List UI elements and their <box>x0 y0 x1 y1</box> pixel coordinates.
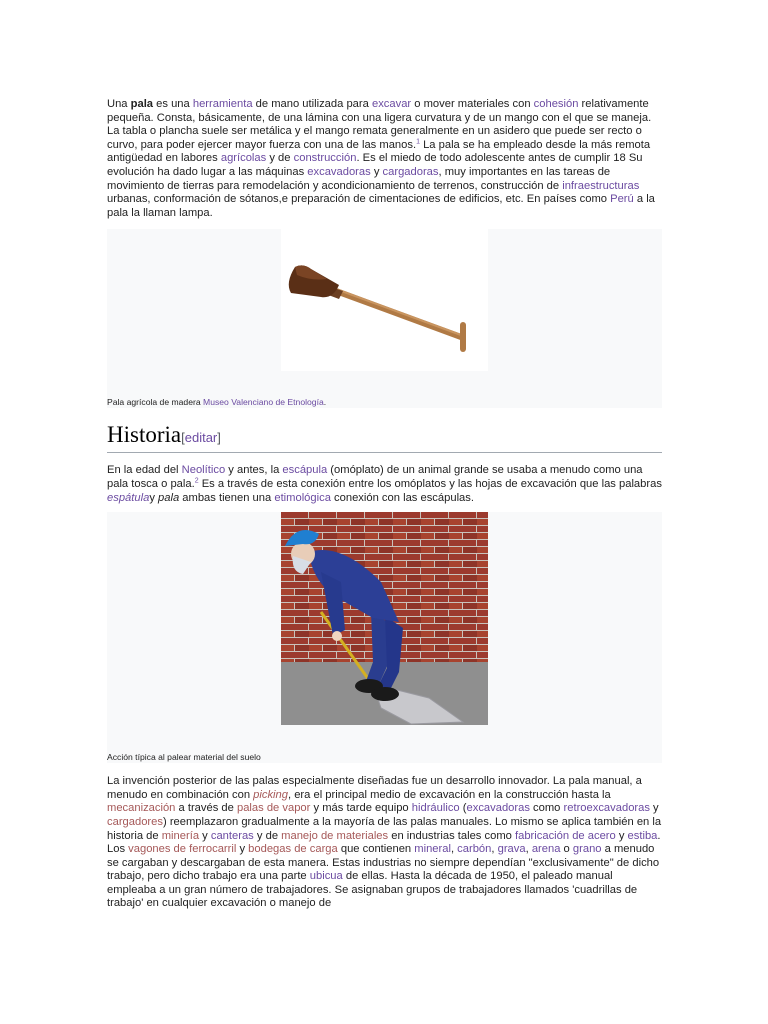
caption-text: Pala agrícola de madera <box>107 397 204 408</box>
text: conexión con las escápulas. <box>330 491 474 504</box>
link-neolitico[interactable]: Neolítico <box>181 464 226 477</box>
caption-end: . <box>323 397 327 408</box>
text: y <box>615 829 628 842</box>
text: . Los <box>107 829 661 856</box>
link-excavadoras[interactable]: excavadoras <box>466 802 530 815</box>
text: de ellas. Hasta la década de 1950, el paleado manual empleaba a un gran número de trabajadores. Se asignaban grupos de trabajadores llamados 'cuadrillas de trabajo' en cualquier excavación o manejo de <box>107 870 638 910</box>
link-ubicua[interactable]: ubicua <box>309 870 343 883</box>
text: , <box>491 843 498 856</box>
figure-shovel <box>107 229 662 408</box>
edit-section-link[interactable]: editar <box>184 430 218 446</box>
link-etimologica[interactable]: etimológica <box>274 491 331 504</box>
link-grava[interactable]: grava <box>497 843 526 856</box>
link-arena[interactable]: arena <box>531 843 561 856</box>
text: relativamente pequeña. Consta, básicamente, de una lámina con una ligera curvatura y de un mango con el que se maneja. La tabla o plancha suele ser metálica y el mango remata generalmente en un asidero que puede ser recto o curvo, para poder ejercer mayor fuerza con una de las manos. <box>107 98 652 151</box>
link-excavar[interactable]: excavar <box>371 98 412 110</box>
text: y de <box>253 829 282 842</box>
reference-1[interactable]: 1 <box>416 138 420 146</box>
text: ambas tienen una <box>179 491 275 504</box>
text: y antes, la <box>225 464 283 477</box>
edit-bracket-close: ] <box>217 430 221 446</box>
text: que contienen <box>337 843 415 856</box>
link-espatula[interactable]: espátula <box>107 491 150 504</box>
intro-paragraph <box>107 98 662 220</box>
link-infraestructuras[interactable]: infraestructuras <box>562 179 640 192</box>
link-mecanizacion[interactable]: mecanización <box>107 802 176 815</box>
section-heading-historia <box>107 421 662 453</box>
figure-shovel-caption <box>107 397 326 408</box>
text: es una <box>153 98 193 110</box>
link-fabricacion-de-acero[interactable]: fabricación de acero <box>514 829 616 842</box>
link-agricolas[interactable]: agrícolas <box>220 152 267 165</box>
link-escapula[interactable]: escápula <box>282 464 328 477</box>
text: La invención posterior de las palas especialmente diseñadas fue un desarrollo innovador. La pala manual, a menudo en combinación con <box>107 775 642 801</box>
worker-shoveling-illustration <box>281 512 488 725</box>
text: y <box>649 802 659 815</box>
link-grano[interactable]: grano <box>572 843 602 856</box>
worker-image[interactable] <box>281 512 488 725</box>
link-vagones-de-ferrocarril[interactable]: vagones de ferrocarril <box>128 843 237 856</box>
historia-paragraph <box>107 464 662 505</box>
text: a menudo se cargaban y descargaban de esta manera. Estas industrias no siempre dependían "exclusivamente" de dicho trabajo, pero dicho trabajo era una parte <box>107 843 660 883</box>
shovel-image[interactable] <box>281 229 488 371</box>
text: o <box>560 843 573 856</box>
text: y de <box>266 152 294 165</box>
link-museo-valenciano[interactable]: Museo Valenciano de Etnología <box>203 397 324 408</box>
figure-worker-caption <box>107 752 261 763</box>
section-title: Historia <box>107 422 182 448</box>
text: urbanas, conformación de sótanos,e preparación de cimentaciones de edificios, etc. En países como <box>107 193 611 206</box>
text: a través de <box>175 802 237 815</box>
link-cargadores[interactable]: cargadores <box>107 815 163 828</box>
link-carbon[interactable]: carbón <box>457 843 492 856</box>
text: , <box>525 843 532 856</box>
link-construccion[interactable]: construcción <box>293 152 357 165</box>
text: y <box>149 491 159 504</box>
link-hidraulico[interactable]: hidráulico <box>411 802 460 815</box>
link-cohesion[interactable]: cohesión <box>533 98 579 110</box>
text: en industrias tales como <box>388 829 515 842</box>
text: y más tarde equipo <box>310 802 412 815</box>
text: ( <box>459 802 467 815</box>
edit-bracket-open: [ <box>181 430 185 446</box>
link-excavadoras[interactable]: excavadoras <box>307 165 371 178</box>
link-bodegas-de-carga[interactable]: bodegas de carga <box>248 843 338 856</box>
text: y <box>236 843 249 856</box>
text: En la edad del <box>107 464 182 477</box>
link-cargadoras[interactable]: cargadoras <box>382 165 439 178</box>
figure-worker <box>107 512 662 763</box>
text: (omóplato) de un animal grande se usaba a menudo como una pala tosca o pala. <box>107 464 643 490</box>
invencion-paragraph <box>107 775 662 911</box>
text: y <box>370 165 383 178</box>
link-palas-de-vapor[interactable]: palas de vapor <box>236 802 311 815</box>
link-retroexcavadoras[interactable]: retroexcavadoras <box>563 802 650 815</box>
term-pala-italic: pala <box>158 491 180 504</box>
text: Una <box>107 98 131 110</box>
link-canteras[interactable]: canteras <box>210 829 254 842</box>
text: de mano utilizada para <box>252 98 372 110</box>
link-picking[interactable]: picking <box>253 788 288 801</box>
text: y <box>199 829 211 842</box>
link-estiba[interactable]: estiba <box>627 829 658 842</box>
link-mineral[interactable]: mineral <box>414 843 451 856</box>
term-pala: pala <box>130 98 154 110</box>
text: ) reemplazaron gradualmente a la mayoría de las palas manuales. Lo mismo se aplica también en la historia de <box>107 815 662 842</box>
text: o mover materiales con <box>411 98 534 110</box>
text: Es a través de esta conexión entre los omóplatos y las hojas de excavación que las palabras <box>198 477 662 490</box>
text: , era el principal medio de excavación en la construcción hasta la <box>287 788 611 801</box>
reference-2[interactable]: 2 <box>194 477 199 485</box>
caption-text: Acción típica al palear material del suelo <box>107 752 261 763</box>
link-manejo-de-materiales[interactable]: manejo de materiales <box>281 829 389 842</box>
text: La pala se ha empleado desde la más remota antigüedad en labores <box>107 138 651 165</box>
link-herramienta[interactable]: herramienta <box>192 98 253 110</box>
text: a la pala la llaman lampa. <box>107 193 655 219</box>
text: , <box>450 843 458 856</box>
article-body <box>107 98 662 911</box>
text: . Es el miedo de todo adolescente antes de cumplir 18 Su evolución ha dado lugar a las máquinas <box>107 152 643 178</box>
text: , muy importantes en las tareas de movimiento de tierras para remodelación y acondicionamiento de terrenos, construcción de <box>107 165 611 192</box>
text: como <box>529 802 564 815</box>
link-mineria[interactable]: minería <box>161 829 200 842</box>
shovel-illustration <box>281 229 488 371</box>
link-peru[interactable]: Perú <box>610 193 634 206</box>
